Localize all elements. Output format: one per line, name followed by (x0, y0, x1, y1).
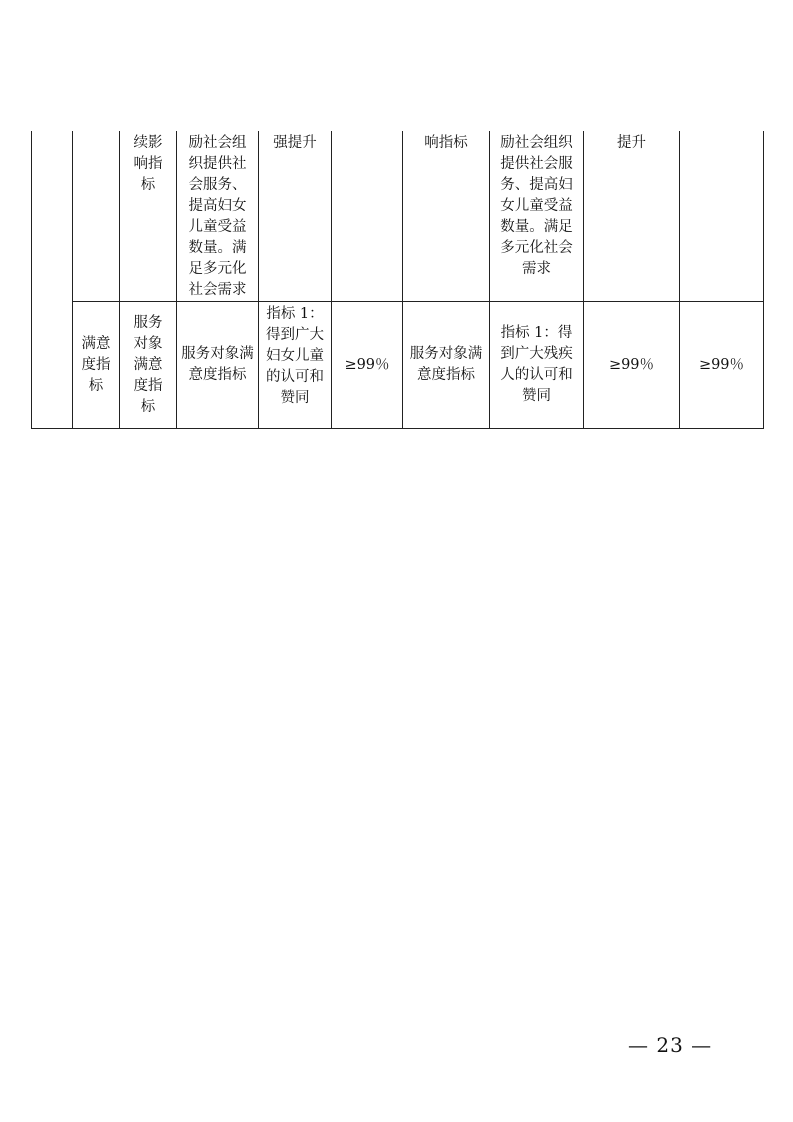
table-row (32, 302, 764, 429)
indicator-content: 励社会组织提供社会服务、提高妇女儿童受益数量。满足多元化社会需求 (188, 135, 247, 298)
third-level-indicator: 服务对象满意度指标 (181, 346, 254, 383)
table-cell (490, 131, 584, 302)
second-level-indicator: 服务对象满意度指标 (133, 314, 163, 415)
indicator-target-2 (680, 131, 763, 133)
indicator-value-2: 提升 (617, 135, 646, 151)
table-cell (259, 302, 332, 429)
table-cell (332, 131, 403, 302)
table-cell (73, 302, 120, 429)
table-cell (403, 302, 490, 429)
indicator-value: ≥99％ (344, 356, 390, 373)
table-row (32, 131, 764, 302)
indicator-value-2: ≥99％ (608, 356, 655, 373)
table-cell (120, 302, 177, 429)
table-cell (490, 302, 584, 429)
table-cell (680, 302, 764, 429)
table-cell (403, 131, 490, 302)
table-cell (584, 131, 680, 302)
indicator-content-2: 指标 1：得到广大残疾人的认可和赞同 (500, 325, 573, 404)
table-cell (259, 131, 332, 302)
indicator-value: 强提升 (273, 135, 317, 151)
table-cell (120, 131, 177, 302)
table-cell-category (32, 131, 73, 429)
table-cell (680, 131, 764, 302)
indicator-content-2: 励社会组织提供社会服务、提高妇女儿童受益数量。满足多元化社会需求 (500, 135, 573, 277)
indicator-sub-label: 续影响指标 (133, 135, 163, 193)
table-cell (584, 302, 680, 429)
table-cell (177, 302, 259, 429)
third-level-indicator-2: 服务对象满意度指标 (409, 346, 483, 383)
table-cell (73, 131, 120, 302)
performance-table (31, 131, 764, 429)
page-number: — 23 — (628, 1033, 713, 1057)
indicator-content: 指标 1：得到广大妇女儿童的认可和赞同 (266, 306, 324, 406)
indicator-value-3: ≥99％ (698, 356, 745, 373)
indicator-target (332, 131, 402, 133)
table-cell (332, 302, 403, 429)
table-cell (177, 131, 259, 302)
first-level-indicator: 满意度指标 (81, 335, 111, 394)
indicator-sub-label-2: 响指标 (424, 135, 468, 151)
